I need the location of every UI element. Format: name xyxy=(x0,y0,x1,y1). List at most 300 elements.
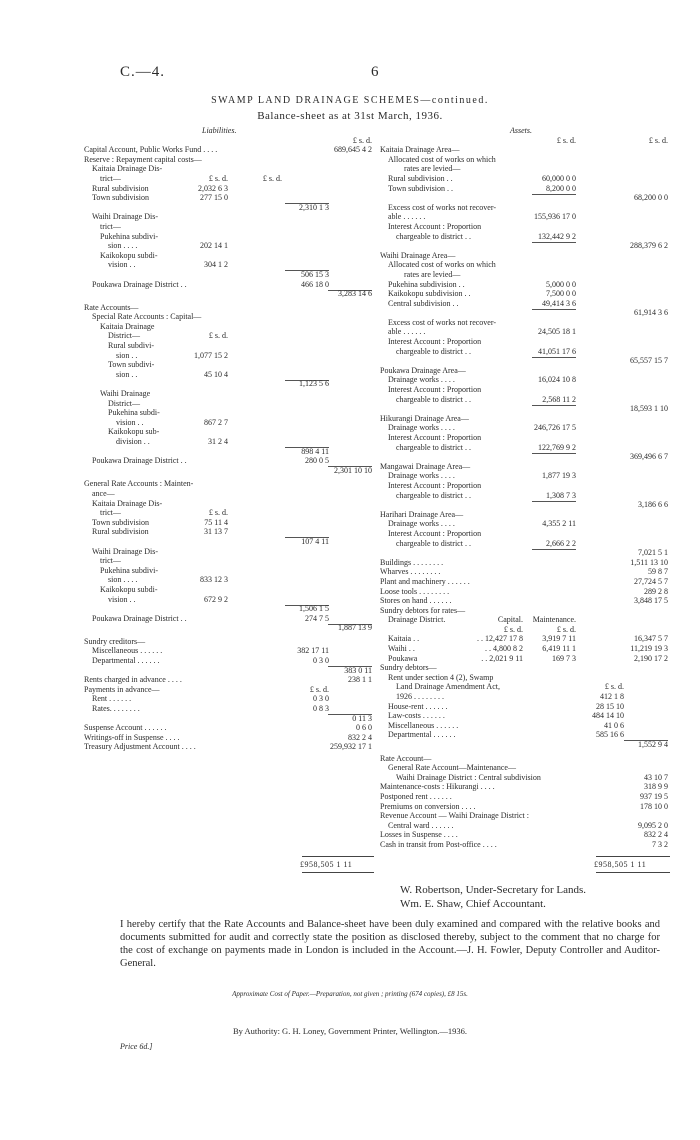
assets-row xyxy=(380,395,670,405)
assets-row-amount: 3,919 7 11 xyxy=(542,634,576,644)
liabilities-row-amount: 274 7 5 xyxy=(305,613,329,623)
liabilities-total: £958,505 1 11 xyxy=(300,860,353,869)
liabilities-row-label: Waihi Drainage Dis- xyxy=(92,212,158,222)
assets-row xyxy=(380,587,670,597)
assets-row-amount: Capital. xyxy=(497,615,523,625)
liabilities-row-label: Writings-off in Suspense . . . . xyxy=(84,732,180,742)
liabilities-row-label: division . . xyxy=(116,437,150,446)
liabilities-row-amount: £ s. d. xyxy=(208,173,228,183)
liabilities-row xyxy=(84,280,374,290)
liabilities-row-amount: 506 15 3 xyxy=(301,269,329,279)
liabilities-row xyxy=(84,427,374,437)
liabilities-row-label: Waihi Drainage xyxy=(100,389,151,399)
liabilities-row-label: Town subdivi- xyxy=(108,360,155,370)
assets-row-label: Postponed rent . . . . . . xyxy=(380,791,452,801)
liabilities-row-label: Special Rate Accounts : Capital— xyxy=(92,312,202,322)
assets-row-label: Interest Account : Proportion xyxy=(388,480,482,490)
assets-row-amount: . . 4,800 8 2 xyxy=(485,644,523,654)
assets-row xyxy=(380,270,670,280)
assets-row xyxy=(380,510,670,520)
assets-row xyxy=(380,558,670,568)
liabilities-row-label: Miscellaneous . . . . . . xyxy=(92,646,163,656)
liabilities-row xyxy=(84,164,374,174)
liabilities-row-label: Rents charged in advance . . . . xyxy=(84,675,182,685)
liabilities-row-label: Payments in advance— xyxy=(84,684,160,694)
assets-row xyxy=(380,792,670,802)
liabilities-row-label: sion . . . . xyxy=(108,575,138,585)
liabilities-row xyxy=(84,489,374,499)
liabilities-row xyxy=(84,193,374,203)
liabilities-row xyxy=(84,241,374,251)
liabilities-row xyxy=(84,389,374,399)
liabilities-row-amount: 3,283 14 6 xyxy=(338,289,372,299)
assets-row-amount: 7,500 0 0 xyxy=(546,289,576,299)
liabilities-row-label: sion . . xyxy=(116,369,138,379)
assets-row xyxy=(380,260,670,270)
liabilities-row xyxy=(84,303,374,313)
assets-row xyxy=(380,491,670,501)
assets-row xyxy=(380,337,670,347)
assets-row-label: Drainage works . . . . xyxy=(388,423,455,433)
assets-row xyxy=(380,289,670,299)
assets-row-amount: 122,769 9 2 xyxy=(538,442,576,452)
assets-row xyxy=(380,782,670,792)
assets-row-label: Interest Account : Proportion xyxy=(388,528,482,538)
liabilities-row xyxy=(84,646,374,656)
liabilities-row xyxy=(84,399,374,409)
assets-row-label: Excess cost of works not recover- xyxy=(388,202,497,212)
assets-row-label: Waihi Drainage Area— xyxy=(380,250,456,260)
assets-row-amount: 1,552 9 4 xyxy=(638,740,668,749)
liabilities-row-amount: 1,887 13 9 xyxy=(338,623,372,633)
assets-row-label: chargeable to district . . xyxy=(396,346,471,356)
signature-chief-accountant: Wm. E. Shaw, Chief Accountant. xyxy=(400,898,546,910)
liabilities-row-amount: 2,301 10 10 xyxy=(334,465,372,475)
assets-row-amount: 6,419 11 1 xyxy=(542,644,576,654)
liabilities-row xyxy=(84,360,374,370)
liabilities-row xyxy=(84,704,374,714)
assets-row-amount: 369,496 6 7 xyxy=(630,452,668,462)
assets-row-amount: £ s. d. xyxy=(648,135,668,145)
assets-row-label: chargeable to district . . xyxy=(396,490,471,500)
liabilities-row-amount: 2,310 1 3 xyxy=(299,202,329,212)
assets-row-label: Waihi Drainage District : Central subdivision xyxy=(396,772,541,782)
assets-heading: Assets. xyxy=(510,126,532,135)
assets-row-amount: 412 1 8 xyxy=(600,692,624,702)
assets-row-amount: 2,666 2 2 xyxy=(546,538,576,548)
assets-row-amount: 169 7 3 xyxy=(552,653,576,663)
assets-row-label: Cash in transit from Post-office . . . . xyxy=(380,839,497,849)
liabilities-row xyxy=(84,370,374,380)
assets-row-amount: 5,000 0 0 xyxy=(546,279,576,289)
assets-row-label: Central ward . . . . . . xyxy=(388,820,454,830)
liabilities-row-amount: £ s. d. xyxy=(309,684,329,694)
liabilities-row-label: Rate Accounts— xyxy=(84,302,139,312)
liabilities-row-label: ance— xyxy=(92,488,115,498)
assets-row-amount: 2,568 11 2 xyxy=(542,394,576,404)
assets-row xyxy=(380,251,670,261)
assets-row xyxy=(380,663,670,673)
document-title: SWAMP LAND DRAINAGE SCHEMES—continued. xyxy=(211,95,489,106)
assets-row xyxy=(380,567,670,577)
assets-row-label: rates are levied— xyxy=(404,269,461,279)
assets-row-label: Rent under section 4 (2), Swamp xyxy=(388,672,494,682)
liabilities-row-label: trict— xyxy=(100,173,121,183)
assets-row-amount: 585 16 6 xyxy=(596,730,624,740)
assets-row xyxy=(380,830,670,840)
liabilities-row xyxy=(84,312,374,322)
liabilities-row xyxy=(84,322,374,332)
assets-row-amount: 43 10 7 xyxy=(644,772,668,782)
assets-total-underline xyxy=(596,872,670,873)
liabilities-row-label: trict— xyxy=(100,508,121,518)
liabilities-row xyxy=(84,508,374,518)
liabilities-row-amount: 0 6 0 xyxy=(356,723,372,733)
liabilities-row xyxy=(84,379,374,389)
liabilities-row-amount: £ s. d. xyxy=(208,331,228,341)
assets-row-label: chargeable to district . . xyxy=(396,231,471,241)
assets-row-amount: 318 9 9 xyxy=(644,782,668,792)
assets-row xyxy=(380,811,670,821)
assets-row-label: Premiums on conversion . . . . xyxy=(380,801,476,811)
liabilities-row xyxy=(84,270,374,280)
liabilities-row-label: Suspense Account . . . . . . xyxy=(84,723,167,733)
liabilities-row-label: Pukehina subdivi- xyxy=(100,565,158,575)
liabilities-row xyxy=(84,222,374,232)
assets-row-label: Rate Account— xyxy=(380,753,432,763)
liabilities-heading: Liabilities. xyxy=(202,126,237,135)
assets-row-label: Hikurangi Drainage Area— xyxy=(380,413,469,423)
liabilities-row-label: Rural subdivi- xyxy=(108,341,154,351)
assets-row xyxy=(380,232,670,242)
assets-row xyxy=(380,414,670,424)
assets-row-label: Harihari Drainage Area— xyxy=(380,509,464,519)
assets-row-label: Kaikokopu subdivision . . xyxy=(388,289,471,299)
liabilities-row-amount: 1,506 1 5 xyxy=(299,604,329,614)
assets-row-amount: 7,021 5 1 xyxy=(638,548,668,558)
assets-row xyxy=(380,280,670,290)
assets-row xyxy=(380,299,670,309)
assets-row-amount: 2,190 17 2 xyxy=(634,653,668,663)
liabilities-row-amount: 2,032 6 3 xyxy=(198,183,228,193)
liabilities-row-amount: 898 4 11 xyxy=(301,446,329,456)
liabilities-row xyxy=(84,714,374,724)
assets-row-amount: 3,186 6 6 xyxy=(638,500,668,510)
assets-row xyxy=(380,222,670,232)
liabilities-row xyxy=(84,136,374,146)
liabilities-row xyxy=(84,499,374,509)
assets-row xyxy=(380,577,670,587)
liabilities-row xyxy=(84,155,374,165)
liabilities-row-amount: 0 3 0 xyxy=(313,694,329,704)
assets-row-amount: 41,051 17 6 xyxy=(538,346,576,356)
assets-row-label: able . . . . . . xyxy=(388,212,426,222)
liabilities-row-label: District— xyxy=(108,398,140,408)
assets-row-amount: 832 2 4 xyxy=(644,830,668,840)
liabilities-row xyxy=(84,456,374,466)
liabilities-row-label: District— xyxy=(108,331,140,341)
liabilities-row-amount: 107 4 11 xyxy=(301,536,329,546)
assets-row-label: Loose tools . . . . . . . . xyxy=(380,586,450,596)
liabilities-row-label: General Rate Accounts : Mainten- xyxy=(84,479,194,489)
assets-row xyxy=(380,136,670,146)
liabilities-row-label: Kaitaia Drainage Dis- xyxy=(92,498,163,508)
assets-row xyxy=(380,241,670,251)
assets-row xyxy=(380,500,670,510)
liabilities-row-label: trict— xyxy=(100,556,121,566)
liabilities-row-amount: 1,123 5 6 xyxy=(299,379,329,389)
liabilities-row-label: Town subdivision xyxy=(92,193,149,203)
liabilities-row xyxy=(84,675,374,685)
assets-row xyxy=(380,184,670,194)
assets-row xyxy=(380,773,670,783)
assets-row-label: Interest Account : Proportion xyxy=(388,337,482,347)
assets-row xyxy=(380,754,670,764)
assets-row-label: Kaitaia . . xyxy=(388,634,420,644)
assets-row-amount: . . 2,021 9 11 xyxy=(481,653,523,663)
assets-row-label: Drainage works . . . . xyxy=(388,375,455,385)
assets-row-amount: 16,347 5 7 xyxy=(634,634,668,644)
assets-row xyxy=(380,471,670,481)
liabilities-row-label: Kaikokopu subdi- xyxy=(100,584,158,594)
liabilities-row xyxy=(84,595,374,605)
liabilities-row-label: Kaitaia Drainage xyxy=(100,321,155,331)
liabilities-row-amount: 382 17 11 xyxy=(297,646,329,656)
assets-row-label: Mangawai Drainage Area— xyxy=(380,461,471,471)
liabilities-row xyxy=(84,575,374,585)
liabilities-row-amount: 832 2 4 xyxy=(348,732,372,742)
assets-column xyxy=(380,126,670,850)
liabilities-row-amount: 45 10 4 xyxy=(204,369,228,379)
assets-row-label: Wharves . . . . . . . . xyxy=(380,567,441,577)
liabilities-row-label: Rural subdivision xyxy=(92,183,149,193)
liabilities-row xyxy=(84,637,374,647)
liabilities-total-rule xyxy=(302,856,374,857)
assets-row-label: Allocated cost of works on which xyxy=(388,154,496,164)
assets-row xyxy=(380,821,670,831)
assets-row-amount: £ s. d. xyxy=(556,624,576,634)
assets-row xyxy=(380,375,670,385)
assets-row xyxy=(380,654,670,664)
liabilities-row xyxy=(84,251,374,261)
liabilities-row xyxy=(84,479,374,489)
audit-certificate: I hereby certify that the Rate Accounts and Balance-sheet have been duly examined and compared with the relative books and documents submitted for audit and correctly state the position as disclosed thereby, subject to the comment that no charge for the cost of exchange on payments made in London is included in the Account.—J. H. Fowler, Deputy Controller and Auditor-General. xyxy=(120,919,660,969)
assets-total-rule xyxy=(596,856,670,857)
assets-row-amount: 49,414 3 6 xyxy=(542,298,576,308)
liabilities-row-amount: 259,932 17 1 xyxy=(330,742,372,752)
liabilities-row xyxy=(84,184,374,194)
liabilities-row xyxy=(84,341,374,351)
liabilities-row-label: Treasury Adjustment Account . . . . xyxy=(84,742,196,752)
liabilities-row xyxy=(84,289,374,299)
liabilities-row xyxy=(84,742,374,752)
assets-row xyxy=(380,452,670,462)
assets-row xyxy=(380,548,670,558)
assets-row-label: Stores on hand . . . . . . xyxy=(380,596,452,606)
assets-row xyxy=(380,802,670,812)
liabilities-row-amount: 75 11 4 xyxy=(204,517,228,527)
assets-row-label: Buildings . . . . . . . . xyxy=(380,557,444,567)
assets-row xyxy=(380,644,670,654)
assets-row-amount: £ s. d. xyxy=(604,682,624,692)
liabilities-row xyxy=(84,351,374,361)
liabilities-row-label: sion . . xyxy=(116,350,138,360)
assets-row-label: Interest Account : Proportion xyxy=(388,221,482,231)
assets-row-label: Central subdivision . . xyxy=(388,298,459,308)
liabilities-row-label: Reserve : Repayment capital costs— xyxy=(84,154,202,164)
assets-row-amount: 155,936 17 0 xyxy=(534,212,576,222)
assets-row-label: Kaitaia Drainage Area— xyxy=(380,145,460,155)
liabilities-row xyxy=(84,685,374,695)
assets-row xyxy=(380,145,670,155)
liabilities-row xyxy=(84,466,374,476)
assets-row xyxy=(380,423,670,433)
assets-row-amount: 16,024 10 8 xyxy=(538,375,576,385)
liabilities-row-amount: 0 11 3 xyxy=(352,713,372,723)
assets-row xyxy=(380,519,670,529)
price-note: Price 6d.] xyxy=(120,1042,153,1051)
liabilities-row-amount: 867 2 7 xyxy=(204,417,228,427)
assets-row xyxy=(380,481,670,491)
liabilities-row xyxy=(84,585,374,595)
assets-row-amount: 8,200 0 0 xyxy=(546,183,576,193)
assets-row-amount: 65,557 15 7 xyxy=(630,356,668,366)
liabilities-row xyxy=(84,656,374,666)
assets-row-label: Poukawa xyxy=(388,653,418,663)
assets-row-amount: 59 8 7 xyxy=(648,567,668,577)
assets-row-amount: £ s. d. xyxy=(503,624,523,634)
liabilities-row xyxy=(84,733,374,743)
assets-row-amount: 11,219 19 3 xyxy=(630,644,668,654)
assets-row xyxy=(380,539,670,549)
assets-row-amount: 4,355 2 11 xyxy=(542,519,576,529)
assets-row-label: Excess cost of works not recover- xyxy=(388,317,497,327)
assets-row-label: chargeable to district . . xyxy=(396,394,471,404)
assets-row-label: Rural subdivision . . xyxy=(388,173,453,183)
liabilities-row-amount: 238 1 1 xyxy=(348,675,372,685)
liabilities-row-amount: 31 2 4 xyxy=(208,437,228,446)
assets-row-label: Maintenance-costs : Hikurangi . . . . xyxy=(380,782,495,792)
liabilities-row xyxy=(84,260,374,270)
assets-row xyxy=(380,763,670,773)
assets-row xyxy=(380,385,670,395)
assets-row xyxy=(380,529,670,539)
assets-row-label: Losses in Suspense . . . . xyxy=(380,830,458,840)
assets-row xyxy=(380,327,670,337)
liabilities-row-label: Rural subdivision xyxy=(92,527,149,537)
liabilities-row-amount: 0 3 0 xyxy=(313,656,329,666)
assets-row-label: rates are levied— xyxy=(404,164,461,174)
assets-row-label: Drainage District. xyxy=(388,615,446,625)
liabilities-row-label: vision . . xyxy=(108,260,136,270)
signature-under-secretary: W. Robertson, Under-Secretary for Lands. xyxy=(400,884,587,896)
assets-row xyxy=(380,711,670,721)
liabilities-row-amount: £ s. d. xyxy=(352,135,372,145)
liabilities-row xyxy=(84,556,374,566)
liabilities-row-label: Capital Account, Public Works Fund . . . . xyxy=(84,145,218,155)
liabilities-row-label: Rent . . . . . . xyxy=(92,694,132,704)
liabilities-row xyxy=(84,331,374,341)
liabilities-row-label: Sundry creditors— xyxy=(84,636,146,646)
liabilities-row-amount: £ s. d. xyxy=(208,508,228,518)
liabilities-row-amount: 202 14 1 xyxy=(200,241,228,251)
assets-row xyxy=(380,347,670,357)
assets-row xyxy=(380,840,670,850)
liabilities-row xyxy=(84,232,374,242)
paper-cost-note: Approximate Cost of Paper.—Preparation, not given ; printing (674 copies), £8 15s. xyxy=(232,990,468,998)
liabilities-row-label: Kaikokopu sub- xyxy=(108,427,160,437)
assets-row xyxy=(380,692,670,702)
liabilities-row-label: Kaikokopu subdi- xyxy=(100,250,158,260)
liabilities-row-amount: 1,077 15 2 xyxy=(194,350,228,360)
liabilities-row-amount: 466 18 0 xyxy=(301,279,329,289)
assets-row-label: Pukehina subdivision . . xyxy=(388,279,465,289)
assets-row xyxy=(380,443,670,453)
liabilities-row-label: sion . . . . xyxy=(108,241,138,251)
assets-row-label: Waihi . . xyxy=(388,644,415,654)
assets-row xyxy=(380,462,670,472)
assets-row-amount: 288,379 6 2 xyxy=(630,241,668,251)
assets-row-amount: 61,914 3 6 xyxy=(634,308,668,318)
assets-row-label: Plant and machinery . . . . . . xyxy=(380,576,470,586)
assets-row xyxy=(380,730,670,740)
assets-row-amount: 178 10 0 xyxy=(640,801,668,811)
assets-row-label: Drainage works . . . . xyxy=(388,471,455,481)
assets-row xyxy=(380,740,670,750)
assets-row-label: House-rent . . . . . . xyxy=(388,701,448,711)
assets-row-amount: 7 3 2 xyxy=(652,839,668,849)
assets-row xyxy=(380,682,670,692)
liabilities-row-amount: 277 15 0 xyxy=(200,193,228,203)
assets-row-amount: 60,000 0 0 xyxy=(542,173,576,183)
liabilities-row xyxy=(84,518,374,528)
assets-row xyxy=(380,366,670,376)
liabilities-total-underline xyxy=(302,872,374,873)
assets-row-label: Interest Account : Proportion xyxy=(388,385,482,395)
assets-row xyxy=(380,203,670,213)
assets-row-amount: 24,505 18 1 xyxy=(538,327,576,337)
assets-row-amount: 27,724 5 7 xyxy=(634,576,668,586)
liabilities-row xyxy=(84,447,374,457)
liabilities-row-amount: 280 0 5 xyxy=(305,456,329,466)
assets-row-amount: 3,848 17 5 xyxy=(634,596,668,606)
assets-row-amount: 484 14 10 xyxy=(592,711,624,721)
assets-row-amount: 41 0 6 xyxy=(604,720,624,730)
assets-row-amount: 1,308 7 3 xyxy=(546,490,576,500)
assets-row xyxy=(380,702,670,712)
liabilities-row xyxy=(84,203,374,213)
assets-row-amount: 289 2 8 xyxy=(644,586,668,596)
liabilities-row-amount: 31 13 7 xyxy=(204,527,228,537)
assets-row-amount: 28 15 10 xyxy=(596,701,624,711)
liabilities-row-amount: 672 9 2 xyxy=(204,594,228,604)
liabilities-row-label: Waihi Drainage Dis- xyxy=(92,546,158,556)
liabilities-row xyxy=(84,418,374,428)
assets-row-label: Land Drainage Amendment Act, xyxy=(396,682,500,692)
assets-row-label: able . . . . . . xyxy=(388,327,426,337)
assets-row-label: Poukawa Drainage Area— xyxy=(380,365,466,375)
liabilities-row xyxy=(84,174,374,184)
assets-row-amount: Maintenance. xyxy=(532,615,576,625)
assets-row xyxy=(380,721,670,731)
liabilities-row-amount: 0 8 3 xyxy=(313,704,329,714)
liabilities-row-label: Poukawa Drainage District . . xyxy=(92,613,187,623)
liabilities-row xyxy=(84,604,374,614)
liabilities-column xyxy=(84,126,374,752)
printer-authority: By Authority: G. H. Loney, Government Printer, Wellington.—1936. xyxy=(232,1026,468,1036)
liabilities-row-label: Poukawa Drainage District . . xyxy=(92,279,187,289)
balance-sheet-subtitle: Balance-sheet as at 31st March, 1936. xyxy=(257,110,443,122)
